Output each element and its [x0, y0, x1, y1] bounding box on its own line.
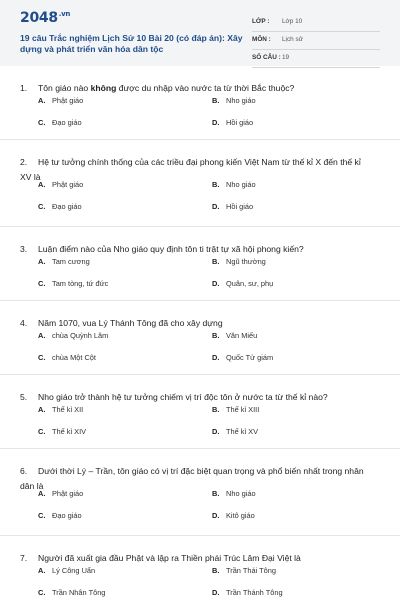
option-text: Văn Miếu	[226, 331, 258, 340]
answer-option[interactable]	[38, 353, 96, 362]
option-letter: A.	[38, 180, 46, 189]
option-text: Kitô giáo	[226, 511, 255, 520]
meta-label: MÔN :	[252, 36, 271, 43]
option-text: Trần Thái Tông	[226, 566, 276, 575]
question-number: 2.	[20, 157, 28, 167]
logo-suffix: .vn	[58, 10, 71, 19]
option-letter: D.	[212, 202, 220, 211]
answer-option[interactable]	[212, 279, 273, 288]
answer-option[interactable]	[212, 566, 276, 575]
question-body: Tôn giáo nào	[38, 83, 91, 93]
option-letter: D.	[212, 588, 220, 597]
question-text	[20, 242, 365, 257]
option-text: Phật giáo	[52, 96, 84, 105]
option-text: chùa Quỳnh Lâm	[52, 331, 109, 340]
answer-option[interactable]	[38, 588, 105, 597]
option-letter: A.	[38, 489, 46, 498]
answer-option[interactable]	[212, 353, 273, 362]
question-text	[20, 551, 365, 566]
document-title: 19 câu Trắc nghiệm Lịch Sử 10 Bài 20 (có đáp án): Xây dựng và phát triển văn hóa dân tộc	[20, 33, 243, 54]
option-letter: C.	[38, 353, 46, 362]
meta-row-class	[252, 14, 380, 32]
option-letter: D.	[212, 279, 220, 288]
answer-option[interactable]	[212, 257, 266, 266]
question-text	[20, 390, 365, 405]
question-body: Nho giáo trở thành hệ tư tưởng chiếm vị trí độc tôn ở nước ta từ thế kỉ nào?	[38, 392, 328, 402]
option-text: Nho giáo	[226, 489, 256, 498]
option-text: Tam cương	[52, 257, 90, 266]
answer-option[interactable]	[38, 566, 95, 575]
question-number: 4.	[20, 318, 28, 328]
option-text: Hồi giáo	[226, 202, 254, 211]
question-body: Người đã xuất gia đầu Phật và lập ra Thiền phái Trúc Lâm Đại Việt là	[38, 553, 301, 563]
option-text: Thế kỉ XIII	[226, 405, 260, 414]
option-letter: D.	[212, 511, 220, 520]
option-letter: A.	[38, 405, 46, 414]
option-letter: B.	[212, 566, 220, 575]
question-item	[0, 66, 400, 140]
question-text	[20, 81, 365, 96]
option-letter: C.	[38, 202, 46, 211]
option-letter: C.	[38, 511, 46, 520]
option-letter: C.	[38, 427, 46, 436]
answer-option[interactable]	[38, 489, 83, 498]
question-body-end: được du nhập vào nước ta từ thời Bắc thuộc?	[116, 83, 295, 93]
answer-option[interactable]	[38, 257, 90, 266]
answer-option[interactable]	[38, 331, 108, 340]
option-text: Thế kỉ XII	[52, 405, 84, 414]
option-text: Quốc Tử giám	[226, 353, 274, 362]
question-body: Hệ tư tưởng chính thống của các triều đại phong kiến Việt Nam từ thế kỉ X đến thế kỉ XV là	[20, 157, 361, 182]
question-item	[0, 301, 400, 375]
meta-value: 19	[282, 54, 290, 61]
option-text: Thế kỉ XV	[226, 427, 259, 436]
question-item	[0, 449, 400, 536]
option-text: Tam tòng, tứ đức	[52, 279, 109, 288]
document-meta	[252, 14, 380, 68]
site-logo[interactable]	[20, 10, 70, 26]
option-letter: B.	[212, 489, 220, 498]
option-letter: B.	[212, 405, 220, 414]
answer-option[interactable]	[212, 405, 259, 414]
question-number: 5.	[20, 392, 28, 402]
answer-option[interactable]	[212, 511, 255, 520]
answer-option[interactable]	[212, 118, 253, 127]
question-number: 6.	[20, 466, 28, 476]
option-letter: C.	[38, 118, 46, 127]
question-list	[0, 66, 400, 611]
option-text: Hồi giáo	[226, 118, 254, 127]
option-letter: A.	[38, 566, 46, 575]
question-emphasis: không	[90, 83, 117, 93]
option-text: Đạo giáo	[52, 118, 82, 127]
answer-option[interactable]	[38, 511, 82, 520]
option-letter: D.	[212, 427, 220, 436]
question-number: 7.	[20, 553, 28, 563]
answer-option[interactable]	[38, 405, 83, 414]
question-body: Luận điểm nào của Nho giáo quy định tôn ti trật tự xã hội phong kiến?	[38, 244, 304, 254]
meta-value: Lịch sử	[282, 36, 303, 43]
option-letter: B.	[212, 331, 220, 340]
answer-option[interactable]	[38, 202, 82, 211]
logo-text: 2048	[20, 10, 58, 26]
option-text: Lý Công Uẩn	[52, 566, 96, 575]
meta-value: Lớp 10	[282, 18, 303, 25]
option-letter: C.	[38, 588, 46, 597]
question-item	[0, 140, 400, 227]
option-letter: A.	[38, 331, 46, 340]
option-letter: B.	[212, 180, 220, 189]
option-text: Đạo giáo	[52, 511, 82, 520]
option-text: Quân, sư, phụ	[226, 279, 274, 288]
option-text: Phật giáo	[52, 180, 84, 189]
question-number: 1.	[20, 83, 28, 93]
page-header	[0, 0, 400, 66]
option-text: Đạo giáo	[52, 202, 82, 211]
question-item	[0, 227, 400, 301]
option-text: Nho giáo	[226, 180, 256, 189]
answer-option[interactable]	[212, 489, 256, 498]
question-body: Năm 1070, vua Lý Thánh Tông đã cho xây dựng	[38, 318, 223, 328]
option-letter: D.	[212, 353, 220, 362]
answer-option[interactable]	[212, 331, 257, 340]
option-text: Phật giáo	[52, 489, 84, 498]
meta-label: SỐ CÂU :	[252, 54, 281, 61]
question-number: 3.	[20, 244, 28, 254]
answer-option[interactable]	[38, 427, 86, 436]
answer-option[interactable]	[212, 180, 256, 189]
question-body: Dưới thời Lý – Trần, tôn giáo có vị trí đặc biệt quan trọng và phổ biến nhất trong nhân dân là	[20, 466, 364, 491]
option-text: Thế kỉ XIV	[52, 427, 87, 436]
option-letter: D.	[212, 118, 220, 127]
answer-option[interactable]	[212, 588, 283, 597]
option-text: Trần Nhân Tông	[52, 588, 106, 597]
answer-option[interactable]	[212, 202, 253, 211]
meta-label: LỚP :	[252, 18, 270, 25]
answer-option[interactable]	[38, 118, 82, 127]
option-text: chùa Một Cột	[52, 353, 96, 362]
answer-option[interactable]	[38, 96, 83, 105]
option-text: Ngũ thường	[226, 257, 266, 266]
answer-option[interactable]	[212, 427, 258, 436]
option-letter: A.	[38, 257, 46, 266]
question-text	[20, 316, 365, 331]
answer-option[interactable]	[38, 180, 83, 189]
question-item	[0, 375, 400, 449]
option-text: Nho giáo	[226, 96, 256, 105]
answer-option[interactable]	[38, 279, 108, 288]
option-letter: C.	[38, 279, 46, 288]
option-letter: B.	[212, 257, 220, 266]
option-letter: A.	[38, 96, 46, 105]
option-letter: B.	[212, 96, 220, 105]
meta-row-subject	[252, 32, 380, 50]
option-text: Trần Thánh Tông	[226, 588, 283, 597]
answer-option[interactable]	[212, 96, 256, 105]
